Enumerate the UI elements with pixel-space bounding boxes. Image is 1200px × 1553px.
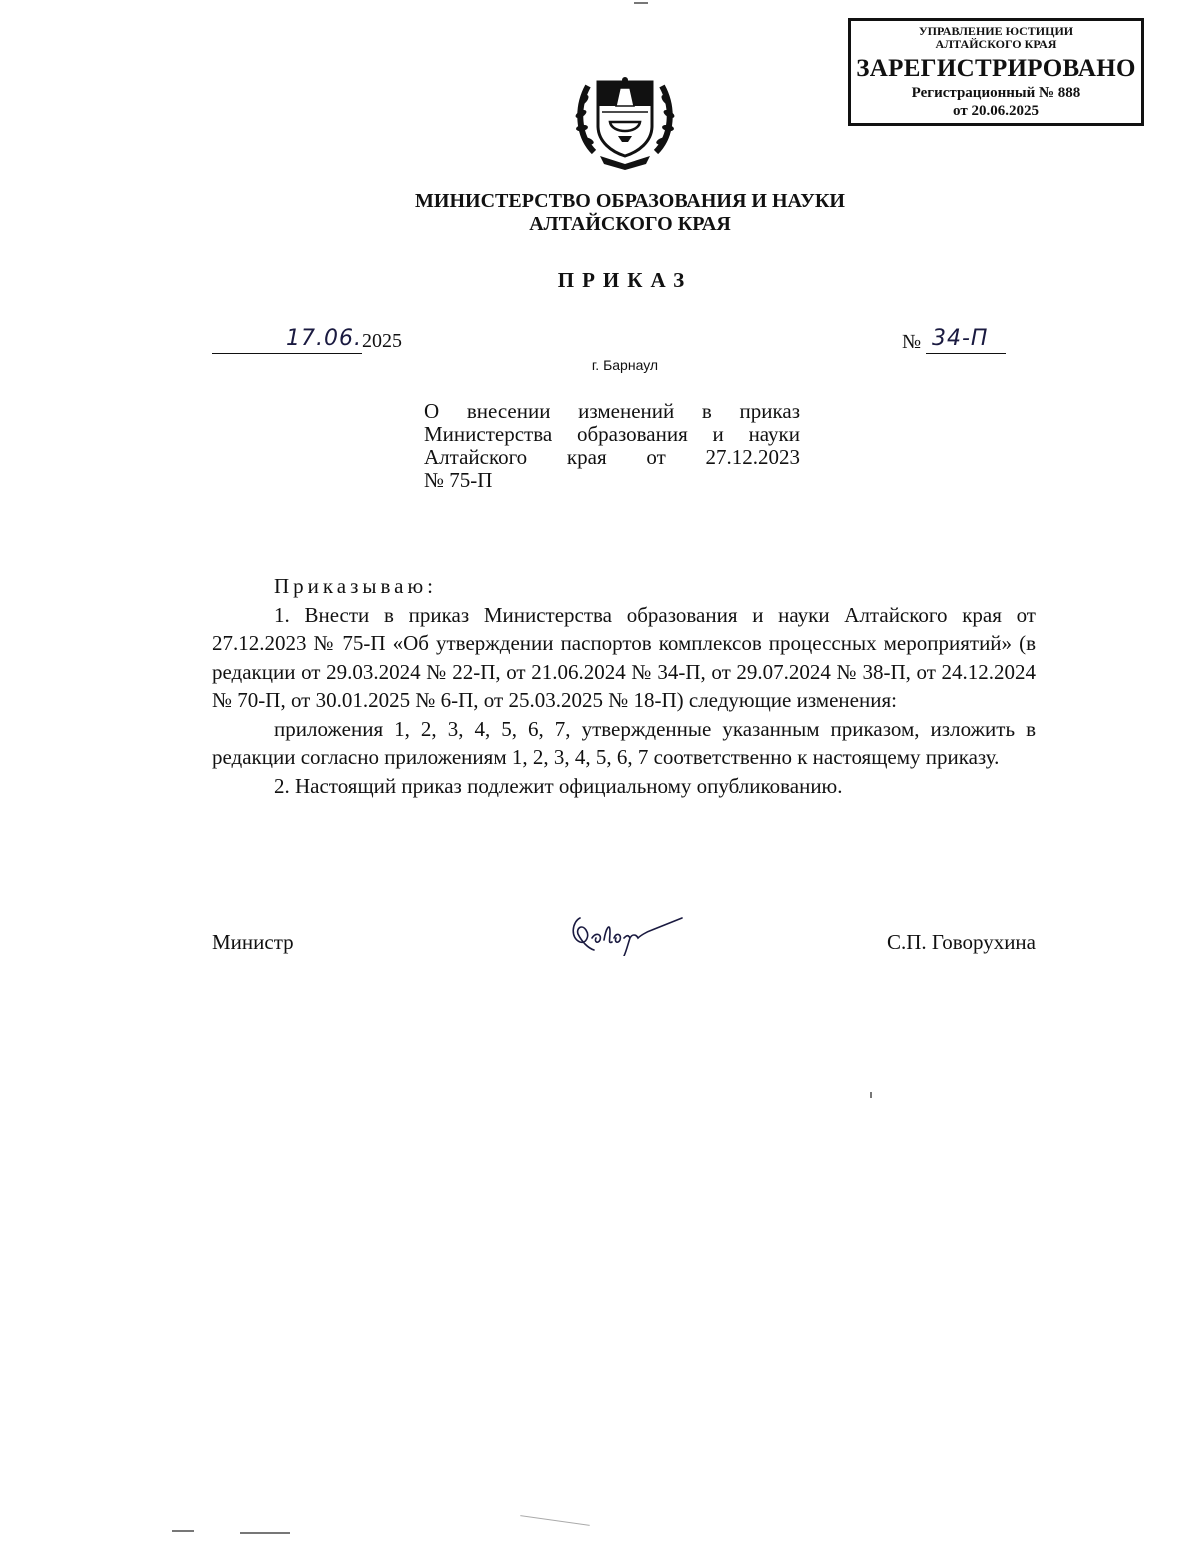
- document-subject: [424, 400, 800, 492]
- stamp-authority-line2: АЛТАЙСКОГО КРАЯ: [935, 37, 1057, 51]
- document-type-title: ПРИКАЗ: [557, 268, 693, 292]
- number-label: №: [902, 331, 922, 353]
- date-year: 2025: [362, 330, 402, 352]
- stamp-reg-number: Регистрационный № 888: [911, 85, 1081, 101]
- coat-of-arms-icon: [572, 64, 678, 172]
- subject-line3: Алтайского края от 27.12.2023: [424, 445, 800, 469]
- handwritten-signature: [566, 908, 686, 956]
- city: г. Барнаул: [591, 357, 659, 373]
- subject-line2: Министерства образования и науки: [424, 422, 800, 446]
- paragraph-3: 2. Настоящий приказ подлежит официальному опубликованию.: [274, 773, 843, 798]
- scan-speck: [240, 1532, 290, 1534]
- ministry-name-line1: МИНИСТЕРСТВО ОБРАЗОВАНИЯ И НАУКИ: [415, 190, 845, 212]
- ministry-name-line2: АЛТАЙСКОГО КРАЯ: [529, 213, 731, 235]
- registration-stamp: [848, 18, 1144, 126]
- signatory-title: Министр: [212, 930, 294, 954]
- subject-line4: № 75-П: [424, 468, 493, 492]
- subject-line1: О внесении изменений в приказ: [424, 399, 800, 423]
- stamp-status: ЗАРЕГИСТРИРОВАНО: [856, 55, 1136, 82]
- paragraph-1: 1. Внести в приказ Министерства образования и науки Алтайского края от 27.12.2023 № 75-П «Об утверждении паспортов комплексов процессных мероприятий» (в редакции от 29.03.2024 № 22-П, от 21.06.2024 № 34-П, от 29.07.2024 № 38-П, от 24.12.2024 № 70-П, от 30.01.2025 № 6-П, от 25.03.2025 № 18-П) следующие изменения:: [212, 602, 1036, 712]
- handwritten-date: 17.06.: [286, 326, 362, 351]
- signatory-name: С.П. Говорухина: [886, 930, 1036, 954]
- stamp-authority-line1: УПРАВЛЕНИЕ ЮСТИЦИИ: [918, 24, 1074, 38]
- ministry-name: [380, 190, 880, 236]
- document-body: [212, 572, 1036, 800]
- scan-speck: [870, 1092, 872, 1098]
- handwritten-number: 34-П: [932, 326, 989, 351]
- scan-speck: [520, 1515, 589, 1526]
- scan-speck: [172, 1530, 194, 1532]
- order-word: Приказываю:: [274, 574, 437, 598]
- stamp-reg-date: от 20.06.2025: [953, 103, 1039, 119]
- scan-speck: [634, 2, 648, 4]
- paragraph-2: приложения 1, 2, 3, 4, 5, 6, 7, утвержденные указанным приказом, изложить в редакции согласно приложениям 1, 2, 3, 4, 5, 6, 7 соответственно к настоящему приказу.: [212, 716, 1036, 769]
